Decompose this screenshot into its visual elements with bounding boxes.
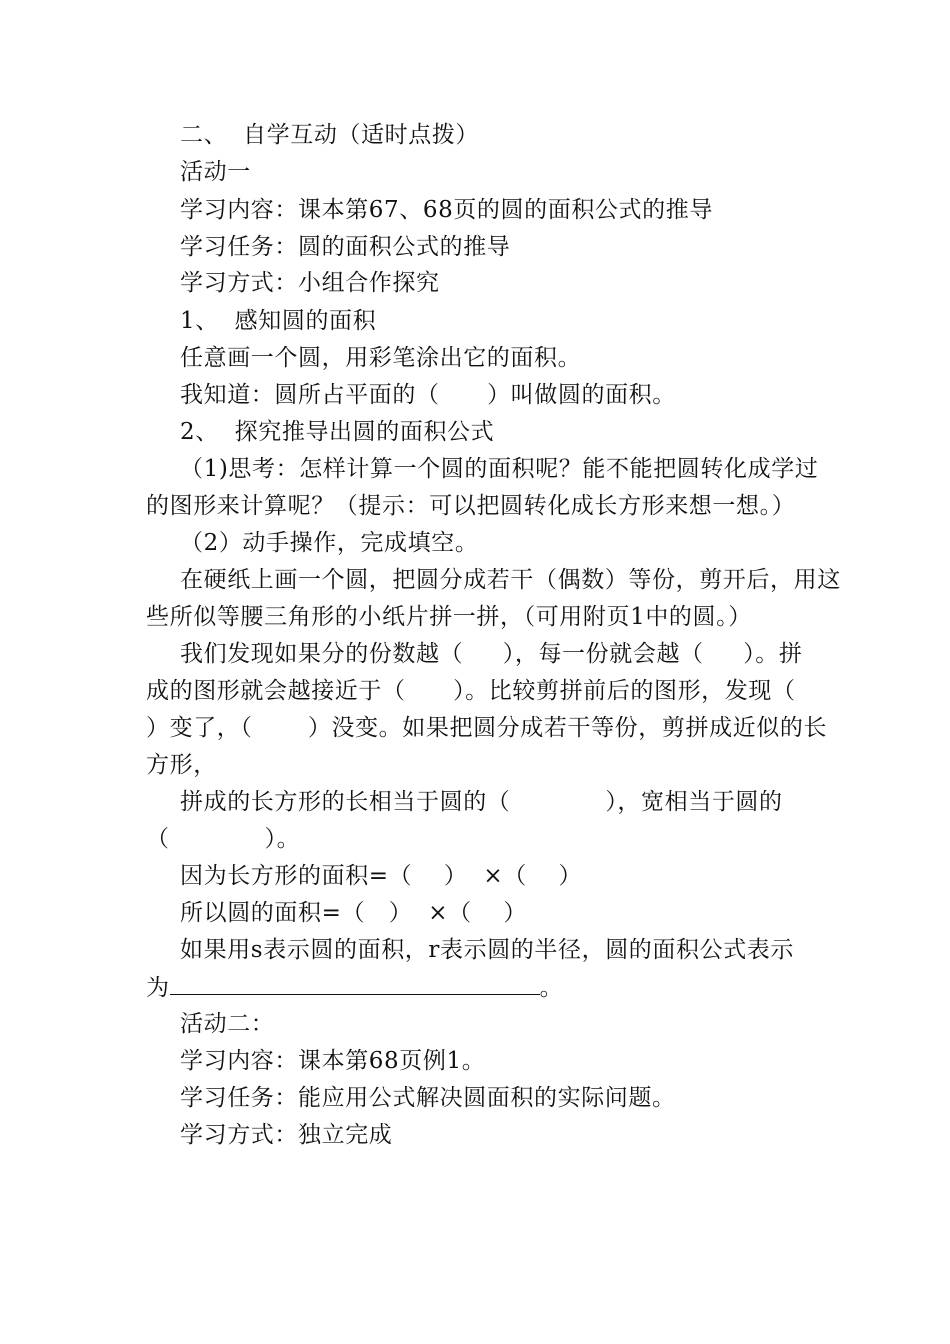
hands-on-heading: （2）动手操作，完成填空。 (180, 530, 479, 556)
activity-two-title: 活动二： (180, 1011, 275, 1037)
discovery-line3: ）变了，（ ）没变。如果把圆分成若干等份，剪拼成近似的长 (146, 715, 828, 741)
hands-on-text-line1: 在硬纸上画一个圆，把圆分成若干（偶数）等份，剪开后，用这 (180, 567, 841, 593)
step-one-fill-blank: 我知道：圆所占平面的（ ）叫做圆的面积。 (180, 382, 676, 408)
think-question-line1: （1)思考：怎样计算一个圆的面积呢？能不能把圆转化成学过 (180, 456, 819, 482)
activity-two-task: 学习任务：能应用公式解决圆面积的实际问题。 (180, 1085, 676, 1111)
rectangle-relation-line1: 拼成的长方形的长相当于圆的（ ），宽相当于圆的 (180, 789, 783, 815)
rectangle-relation-line2: （ ）。 (146, 826, 301, 852)
learning-content: 学习内容：课本第67、68页的圆的面积公式的推导 (180, 197, 713, 223)
step-one-heading: 1、 感知圆的面积 (180, 308, 377, 334)
learning-task: 学习任务：圆的面积公式的推导 (180, 234, 511, 260)
rectangle-area-formula: 因为长方形的面积=（ ） ×（ ） (180, 863, 583, 889)
learning-method: 学习方式：小组合作探究 (180, 270, 440, 296)
discovery-line1: 我们发现如果分的份数越（ ），每一份就会越（ ）。拼 (180, 641, 803, 667)
step-one-instruction: 任意画一个圆，用彩笔涂出它的面积。 (180, 345, 582, 371)
circle-area-formula: 所以圆的面积=（ ） ×（ ） (180, 900, 527, 926)
activity-two-method: 学习方式：独立完成 (180, 1122, 393, 1148)
discovery-line4: 方形， (146, 752, 217, 778)
formula-suffix: 。 (539, 975, 564, 1001)
activity-two-content: 学习内容：课本第68页例1。 (180, 1048, 486, 1074)
activity-one-title: 活动一 (180, 159, 251, 185)
hands-on-text-line2: 些所似等腰三角形的小纸片拼一拼，（可用附页1中的圆。） (146, 604, 752, 630)
step-two-heading: 2、 探究推导出圆的面积公式 (180, 419, 495, 445)
formula-statement-line1: 如果用s表示圆的面积，r表示圆的半径，圆的面积公式表示 (180, 937, 794, 963)
formula-prefix: 为 (146, 975, 170, 1001)
discovery-line2: 成的图形就会越接近于（ ）。比较剪拼前后的图形，发现（ (146, 678, 796, 704)
formula-answer-blank[interactable] (170, 972, 540, 995)
formula-statement-line2 (146, 972, 563, 1003)
think-question-line2: 的图形来计算呢？（提示：可以把圆转化成长方形来想一想。） (146, 493, 796, 519)
section-heading: 二、 自学互动（适时点拨） (180, 122, 480, 148)
